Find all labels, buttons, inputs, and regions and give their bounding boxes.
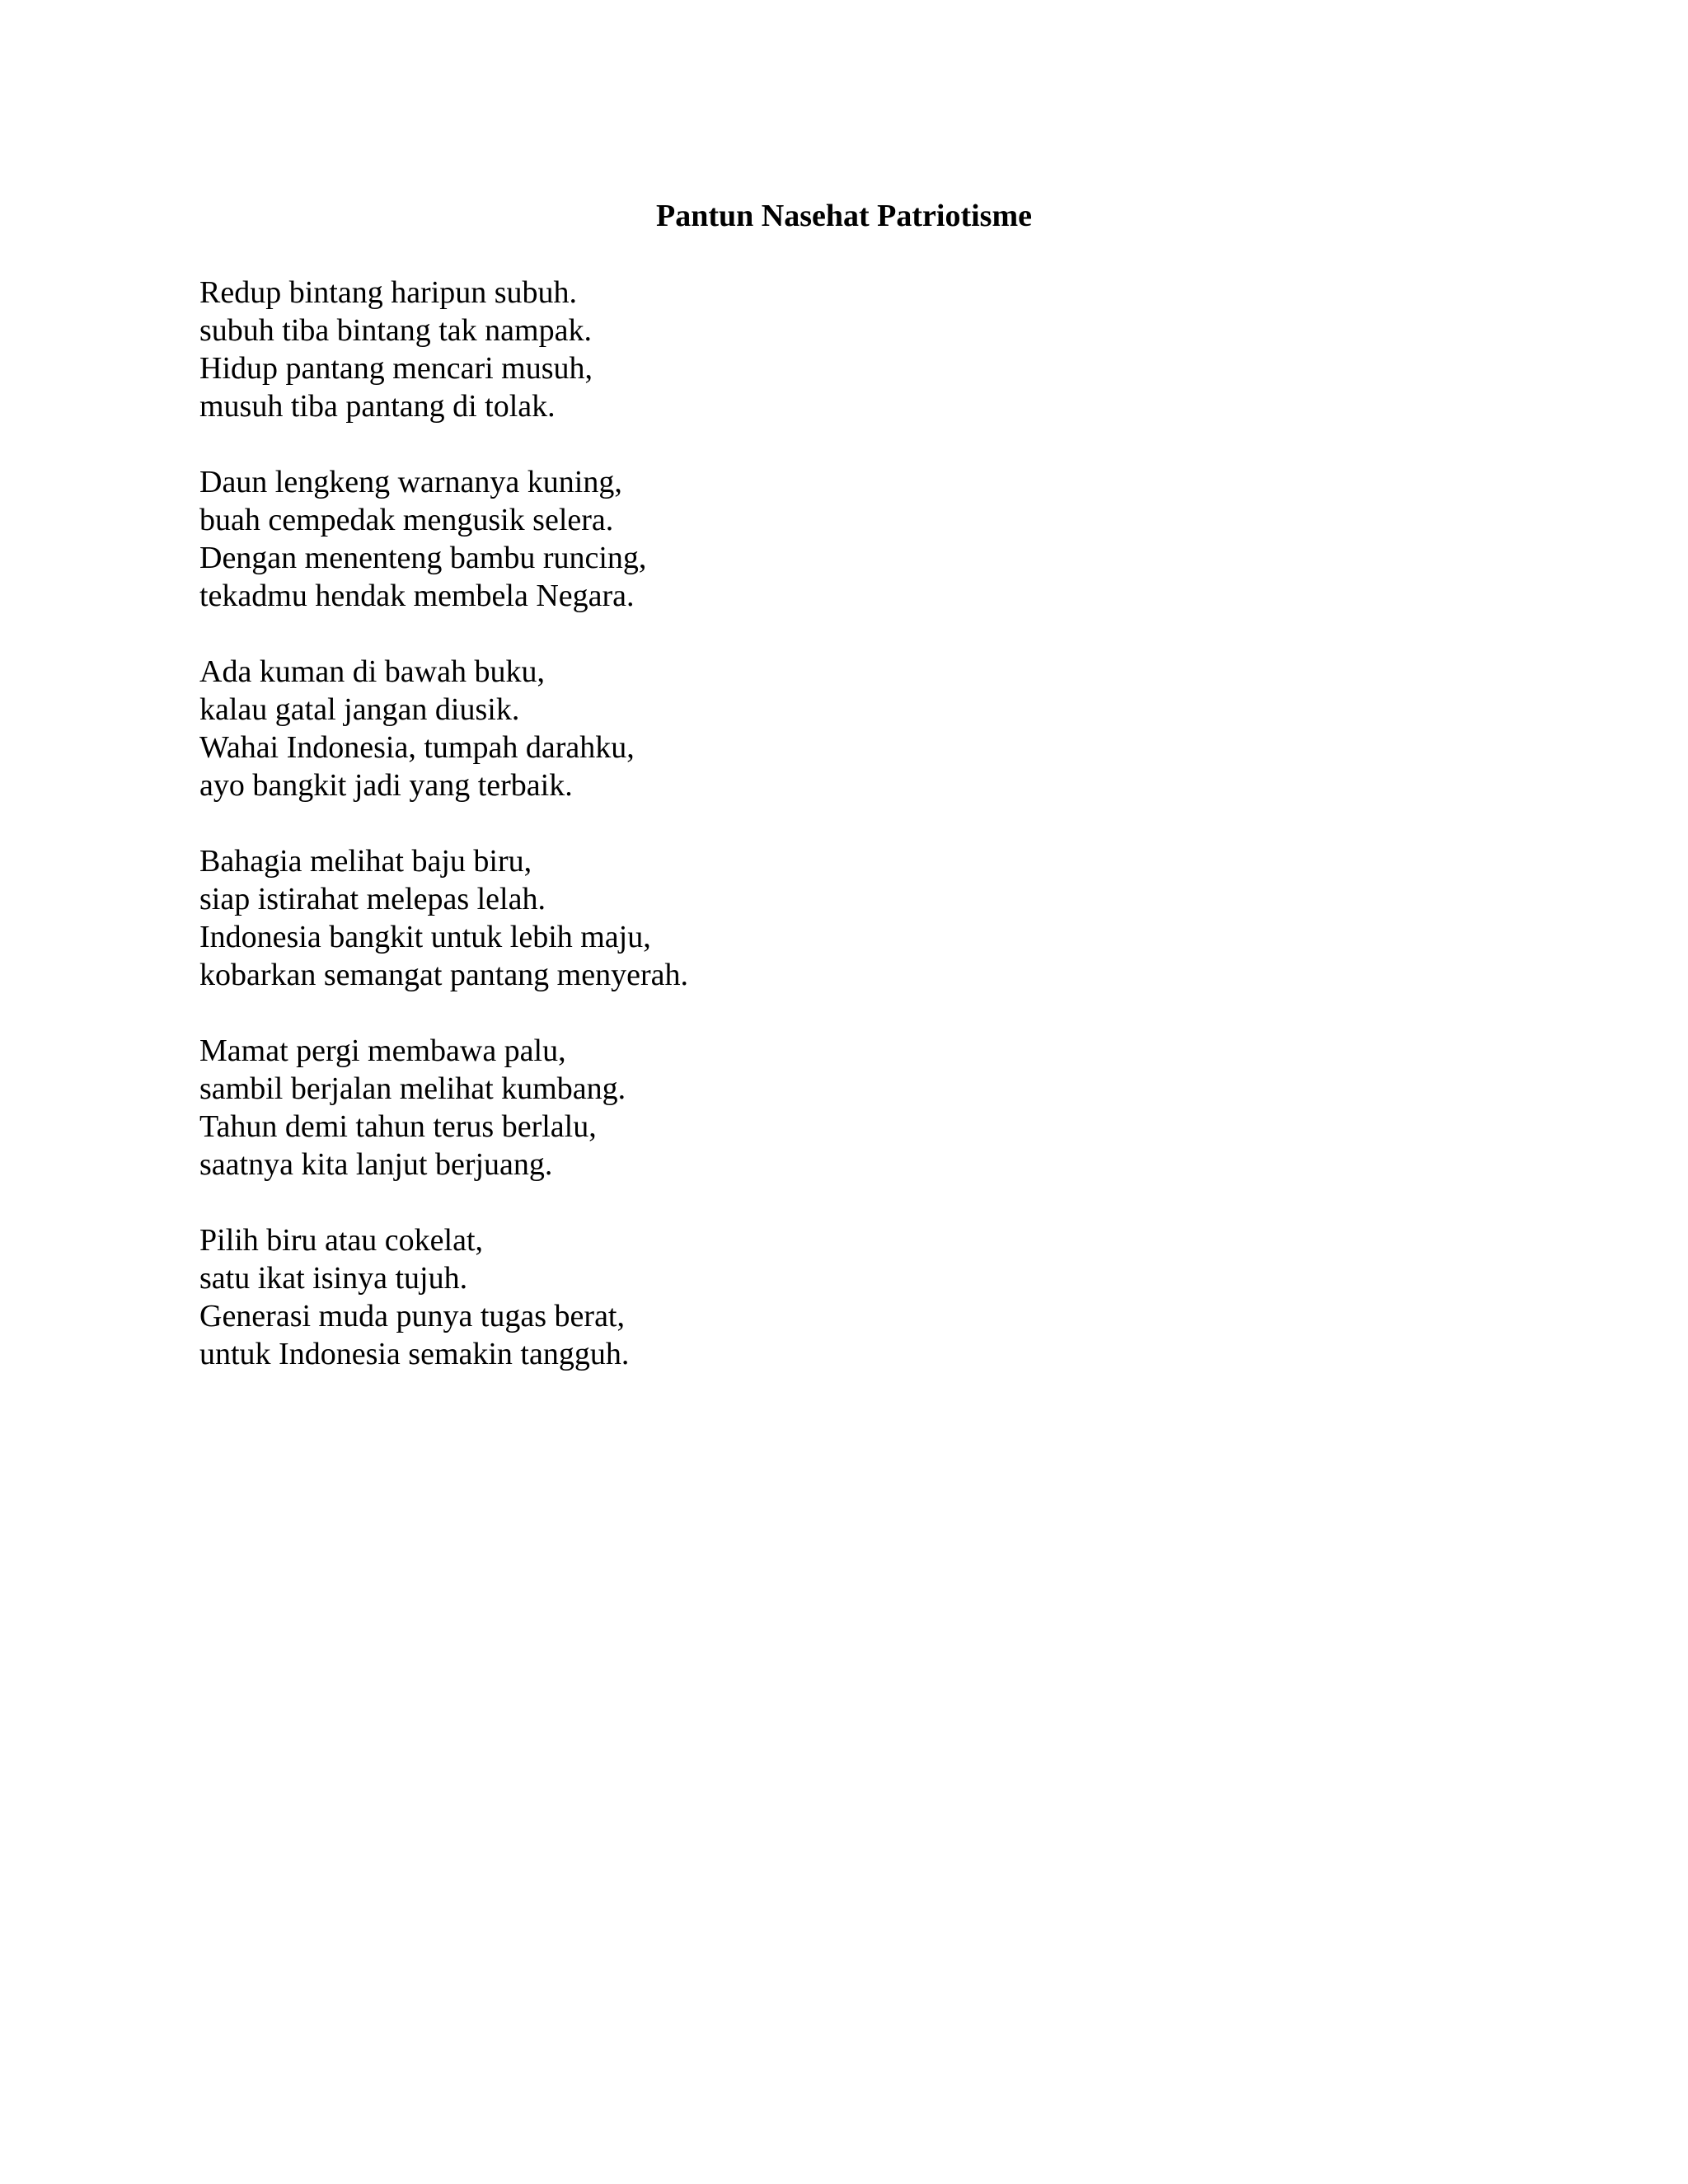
poem-line: Hidup pantang mencari musuh, (199, 351, 593, 386)
stanza-2 (199, 463, 1436, 615)
stanza-1 (199, 274, 1436, 425)
poem-line: Generasi muda punya tugas berat, (199, 1299, 625, 1333)
poem-line: musuh tiba pantang di tolak. (199, 389, 556, 424)
poem-line: Pilih biru atau cokelat, (199, 1223, 484, 1258)
poem-line: siap istirahat melepas lelah. (199, 882, 546, 916)
poem-line: Daun lengkeng warnanya kuning, (199, 465, 622, 499)
poem-line: Tahun demi tahun terus berlalu, (199, 1109, 597, 1144)
stanza-4 (199, 842, 1436, 994)
poem-body (199, 274, 1436, 1411)
poem-line: Bahagia melihat baju biru, (199, 844, 532, 879)
poem-line: Redup bintang haripun subuh. (199, 275, 578, 310)
poem-line: Indonesia bangkit untuk lebih maju, (199, 920, 651, 954)
poem-line: subuh tiba bintang tak nampak. (199, 313, 592, 348)
poem-line: Wahai Indonesia, tumpah darahku, (199, 730, 635, 765)
poem-line: saatnya kita lanjut berjuang. (199, 1147, 553, 1182)
poem-line: sambil berjalan melihat kumbang. (199, 1071, 626, 1106)
stanza-6 (199, 1221, 1436, 1373)
poem-line: ayo bangkit jadi yang terbaik. (199, 768, 573, 803)
poem-line: kobarkan semangat pantang menyerah. (199, 958, 688, 992)
poem-line: kalau gatal jangan diusik. (199, 692, 520, 727)
poem-line: tekadmu hendak membela Negara. (199, 579, 635, 613)
poem-line: untuk Indonesia semakin tangguh. (199, 1337, 630, 1371)
poem-line: buah cempedak mengusik selera. (199, 503, 614, 537)
poem-line: satu ikat isinya tujuh. (199, 1261, 468, 1296)
stanza-5 (199, 1032, 1436, 1183)
stanza-3 (199, 653, 1436, 804)
poem-line: Ada kuman di bawah buku, (199, 654, 545, 689)
poem-line: Mamat pergi membawa palu, (199, 1033, 566, 1068)
poem-line: Dengan menenteng bambu runcing, (199, 541, 647, 575)
document-title: Pantun Nasehat Patriotisme (656, 199, 1032, 233)
